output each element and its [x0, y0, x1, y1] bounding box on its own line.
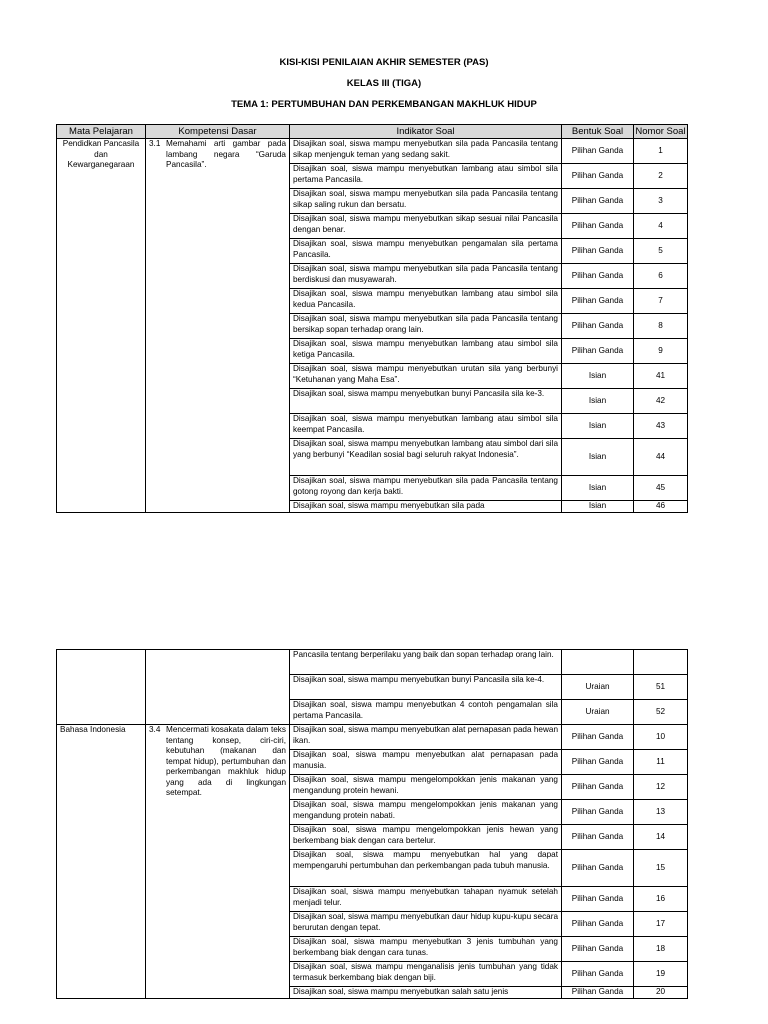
header-nomor-soal: Nomor Soal	[635, 126, 686, 137]
kisi-kisi-table-page-2	[56, 649, 688, 999]
indikator-soal-cell: Disajikan soal, siswa mampu menyebutkan sikap sesuai nilai Pancasila dengan benar.	[290, 214, 562, 239]
indikator-soal-cell: Disajikan soal, siswa mampu menyebutkan pengamalan sila pertama Pancasila.	[290, 239, 562, 264]
indikator-soal-cell: Disajikan soal, siswa mampu menyebutkan lambang atau simbol sila keempat Pancasila.	[290, 414, 562, 439]
indikator-soal-cell: Disajikan soal, siswa mampu menyebutkan 4 contoh pengamalan sila pertama Pancasila.	[290, 700, 562, 725]
indikator-soal-cell: Disajikan soal, siswa mampu menyebutkan lambang atau simbol sila kedua Pancasila.	[290, 289, 562, 314]
nomor-soal-cell: 4	[634, 214, 688, 239]
nomor-soal-cell: 15	[634, 850, 688, 887]
nomor-soal-cell: 45	[634, 476, 688, 501]
bentuk-soal-cell: Pilihan Ganda	[562, 239, 634, 264]
bentuk-soal-cell	[562, 650, 634, 675]
indikator-soal-cell: Disajikan soal, siswa mampu menyebutkan sila pada Pancasila tentang bersikap sopan terhadap orang lain.	[290, 314, 562, 339]
nomor-soal-cell	[634, 650, 688, 675]
header-indikator-soal: Indikator Soal	[290, 125, 562, 139]
indikator-soal-cell: Disajikan soal, siswa mampu mengelompokkan jenis hewan yang berkembang biak dengan cara bertelur.	[290, 825, 562, 850]
nomor-soal-cell: 17	[634, 912, 688, 937]
bentuk-soal-cell: Pilihan Ganda	[562, 164, 634, 189]
nomor-soal-cell: 2	[634, 164, 688, 189]
mata-pelajaran-cell: Bahasa Indonesia	[57, 725, 146, 999]
kompetensi-dasar-cell-empty	[146, 650, 290, 725]
bentuk-soal-cell: Pilihan Ganda	[562, 775, 634, 800]
table-row	[57, 725, 688, 750]
bentuk-soal-cell: Pilihan Ganda	[562, 189, 634, 214]
nomor-soal-cell: 12	[634, 775, 688, 800]
bentuk-soal-cell: Pilihan Ganda	[562, 314, 634, 339]
nomor-soal-cell: 19	[634, 962, 688, 987]
kd-number: 3.4	[149, 725, 161, 734]
indikator-soal-cell: Disajikan soal, siswa mampu menyebutkan sila pada Pancasila tentang berdiskusi dan musyawarah.	[290, 264, 562, 289]
bentuk-soal-cell: Isian	[562, 389, 634, 414]
bentuk-soal-cell: Isian	[562, 439, 634, 476]
indikator-soal-cell: Disajikan soal, siswa mampu menyebutkan salah satu jenis	[290, 987, 562, 999]
bentuk-soal-cell: Pilihan Ganda	[562, 289, 634, 314]
bentuk-soal-cell: Isian	[562, 414, 634, 439]
bentuk-soal-cell: Pilihan Ganda	[562, 139, 634, 164]
class-title: KELAS III (TIGA)	[346, 78, 422, 89]
theme-title: TEMA 1: PERTUMBUHAN DAN PERKEMBANGAN MAKHLUK HIDUP	[231, 99, 537, 110]
mata-pelajaran-cell: Pendidkan Pancasila dan Kewarganegaraan	[57, 139, 146, 513]
document-title: KISI-KISI PENILAIAN AKHIR SEMESTER (PAS)	[279, 57, 489, 68]
indikator-soal-cell: Disajikan soal, siswa mampu menganalisis jenis tumbuhan yang tidak termasuk berkembang biak dengan biji.	[290, 962, 562, 987]
nomor-soal-cell: 42	[634, 389, 688, 414]
indikator-soal-cell: Disajikan soal, siswa mampu menyebutkan sila pada Pancasila tentang sikap menjenguk teman yang sedang sakit.	[290, 139, 562, 164]
nomor-soal-cell: 8	[634, 314, 688, 339]
indikator-soal-cell: Pancasila tentang berperilaku yang baik dan sopan terhadap orang lain.	[290, 650, 562, 675]
kompetensi-dasar-cell	[146, 139, 290, 513]
bentuk-soal-cell: Isian	[562, 364, 634, 389]
indikator-soal-cell: Disajikan soal, siswa mampu mengelompokkan jenis makanan yang mengandung protein hewani.	[290, 775, 562, 800]
bentuk-soal-cell: Pilihan Ganda	[562, 887, 634, 912]
kd-text: Memahami arti gambar pada lambang negara “Garuda Pancasila”.	[166, 139, 286, 169]
indikator-soal-cell: Disajikan soal, siswa mampu menyebutkan sila pada	[290, 501, 562, 513]
bentuk-soal-cell: Pilihan Ganda	[562, 339, 634, 364]
nomor-soal-cell: 13	[634, 800, 688, 825]
indikator-soal-cell: Disajikan soal, siswa mampu menyebutkan urutan sila yang berbunyi “Ketuhanan yang Maha Esa”.	[290, 364, 562, 389]
kd-text: Mencermati kosakata dalam teks tentang konsep, ciri-ciri, kebutuhan (makanan dan tempat hidup), pertumbuhan dan perkembangan makhluk hidup yang ada di lingkungan setempat.	[166, 725, 286, 797]
header-mata-pelajaran: Mata Pelajaran	[57, 125, 146, 139]
indikator-soal-cell: Disajikan soal, siswa mampu menyebutkan alat pernapasan pada hewan ikan.	[290, 725, 562, 750]
bentuk-soal-cell: Isian	[562, 501, 634, 513]
nomor-soal-cell: 10	[634, 725, 688, 750]
table-row	[57, 650, 688, 675]
nomor-soal-cell: 51	[634, 675, 688, 700]
table-header-row	[57, 125, 688, 139]
bentuk-soal-cell: Pilihan Ganda	[562, 937, 634, 962]
bentuk-soal-cell: Pilihan Ganda	[562, 750, 634, 775]
indikator-soal-cell: Disajikan soal, siswa mampu menyebutkan daur hidup kupu-kupu secara berurutan dengan tepat.	[290, 912, 562, 937]
table-row	[57, 139, 688, 164]
nomor-soal-cell: 41	[634, 364, 688, 389]
bentuk-soal-cell: Pilihan Ganda	[562, 987, 634, 999]
nomor-soal-cell: 46	[634, 501, 688, 513]
bentuk-soal-cell: Uraian	[562, 700, 634, 725]
bentuk-soal-cell: Isian	[562, 476, 634, 501]
indikator-soal-cell: Disajikan soal, siswa mampu menyebutkan hal yang dapat mempengaruhi pertumbuhan dan perkembangan pada tubuh manusia.	[290, 850, 562, 887]
nomor-soal-cell: 5	[634, 239, 688, 264]
nomor-soal-cell: 43	[634, 414, 688, 439]
indikator-soal-cell: Disajikan soal, siswa mampu menyebutkan alat pernapasan pada manusia.	[290, 750, 562, 775]
nomor-soal-cell: 20	[634, 987, 688, 999]
indikator-soal-cell: Disajikan soal, siswa mampu menyebutkan lambang atau simbol dari sila yang berbunyi “Keadilan sosial bagi seluruh rakyat Indonesia”.	[290, 439, 562, 476]
bentuk-soal-cell: Pilihan Ganda	[562, 850, 634, 887]
nomor-soal-cell: 18	[634, 937, 688, 962]
bentuk-soal-cell: Pilihan Ganda	[562, 214, 634, 239]
bentuk-soal-cell: Pilihan Ganda	[562, 264, 634, 289]
mata-pelajaran-cell-empty	[57, 650, 146, 725]
nomor-soal-cell: 3	[634, 189, 688, 214]
nomor-soal-cell: 6	[634, 264, 688, 289]
indikator-soal-cell: Disajikan soal, siswa mampu menyebutkan lambang atau simbol sila pertama Pancasila.	[290, 164, 562, 189]
bentuk-soal-cell: Pilihan Ganda	[562, 800, 634, 825]
indikator-soal-cell: Disajikan soal, siswa mampu menyebutkan 3 jenis tumbuhan yang berkembang biak dengan cara tunas.	[290, 937, 562, 962]
header-bentuk-soal: Bentuk Soal	[562, 125, 634, 139]
indikator-soal-cell: Disajikan soal, siswa mampu menyebutkan bunyi Pancasila sila ke-3.	[290, 389, 562, 414]
indikator-soal-cell: Disajikan soal, siswa mampu menyebutkan sila pada Pancasila tentang gotong royong dan kerja bakti.	[290, 476, 562, 501]
nomor-soal-cell: 7	[634, 289, 688, 314]
bentuk-soal-cell: Uraian	[562, 675, 634, 700]
indikator-soal-cell: Disajikan soal, siswa mampu menyebutkan sila pada Pancasila tentang sikap saling rukun dan bersatu.	[290, 189, 562, 214]
indikator-soal-cell: Disajikan soal, siswa mampu menyebutkan bunyi Pancasila sila ke-4.	[290, 675, 562, 700]
bentuk-soal-cell: Pilihan Ganda	[562, 725, 634, 750]
kompetensi-dasar	[149, 139, 286, 171]
nomor-soal-cell: 52	[634, 700, 688, 725]
kompetensi-dasar	[149, 725, 286, 799]
kompetensi-dasar-cell	[146, 725, 290, 999]
nomor-soal-cell: 14	[634, 825, 688, 850]
document-titles	[0, 52, 768, 115]
nomor-soal-cell: 44	[634, 439, 688, 476]
indikator-soal-cell: Disajikan soal, siswa mampu mengelompokkan jenis makanan yang mengandung protein nabati.	[290, 800, 562, 825]
nomor-soal-cell: 16	[634, 887, 688, 912]
bentuk-soal-cell: Pilihan Ganda	[562, 825, 634, 850]
indikator-soal-cell: Disajikan soal, siswa mampu menyebutkan tahapan nyamuk setelah menjadi telur.	[290, 887, 562, 912]
indikator-soal-cell: Disajikan soal, siswa mampu menyebutkan lambang atau simbol sila ketiga Pancasila.	[290, 339, 562, 364]
header-kompetensi-dasar: Kompetensi Dasar	[146, 125, 290, 139]
kd-number: 3.1	[149, 139, 161, 148]
kisi-kisi-table-page-1	[56, 124, 688, 513]
nomor-soal-cell: 1	[634, 139, 688, 164]
nomor-soal-cell: 9	[634, 339, 688, 364]
nomor-soal-cell: 11	[634, 750, 688, 775]
bentuk-soal-cell: Pilihan Ganda	[562, 962, 634, 987]
bentuk-soal-cell: Pilihan Ganda	[562, 912, 634, 937]
